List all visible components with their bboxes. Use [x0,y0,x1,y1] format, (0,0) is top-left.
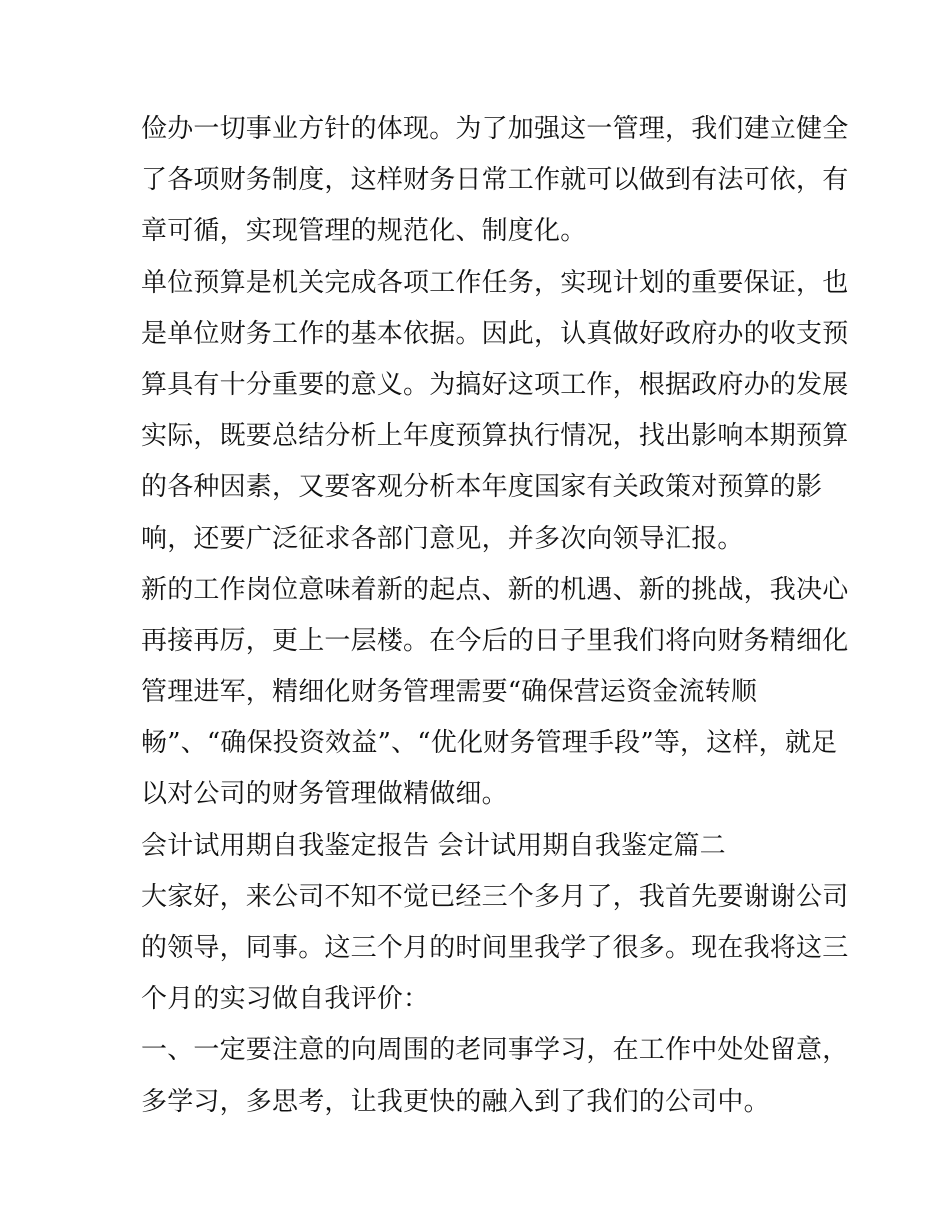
text-line: 的各种因素，又要客观分析本年度国家有关政策对预算的影 [141,472,823,503]
text-line: 畅”、“确保投资效益”、“优化财务管理手段”等，这样，就足 [141,728,838,759]
text-line: 多学习，多思考，让我更快的融入到了我们的公司中。 [141,1086,770,1117]
text-line: 再接再厉，更上一层楼。在今后的日子里我们将向财务精细化 [141,625,849,656]
text-line: 一、一定要注意的向周围的老同事学习，在工作中处处留意， [141,1035,849,1066]
text-line: 大家好，来公司不知不觉已经三个多月了，我首先要谢谢公司 [141,881,849,912]
text-line: 是单位财务工作的基本依据。因此，认真做好政府办的收支预 [141,318,849,349]
text-line: 的领导，同事。这三个月的时间里我学了很多。现在我将这三 [141,933,849,963]
text-line: 章可循，实现管理的规范化、制度化。 [141,216,587,247]
text-line: 管理进军，精细化财务管理需要“确保营运资金流转顺 [141,677,758,708]
text-line: 以对公司的财务管理做精做细。 [141,779,508,810]
document-body [141,104,849,1128]
text-line: 单位预算是机关完成各项工作任务，实现计划的重要保证，也 [141,267,849,298]
text-line: 算具有十分重要的意义。为搞好这项工作，根据政府办的发展 [141,369,849,400]
text-line: 了各项财务制度，这样财务日常工作就可以做到有法可依，有 [141,165,849,196]
text-line: 响，还要广泛征求各部门意见，并多次向领导汇报。 [141,523,744,554]
text-line: 俭办一切事业方针的体现。为了加强这一管理，我们建立健全 [141,114,849,144]
text-line: 实际，既要总结分析上年度预算执行情况，找出影响本期预算 [141,421,849,452]
section-heading: 会计试用期自我鉴定报告 会计试用期自我鉴定篇二 [141,830,726,861]
text-line: 个月的实习做自我评价： [141,984,430,1015]
text-line: 新的工作岗位意味着新的起点、新的机遇、新的挑战，我决心 [141,574,849,605]
